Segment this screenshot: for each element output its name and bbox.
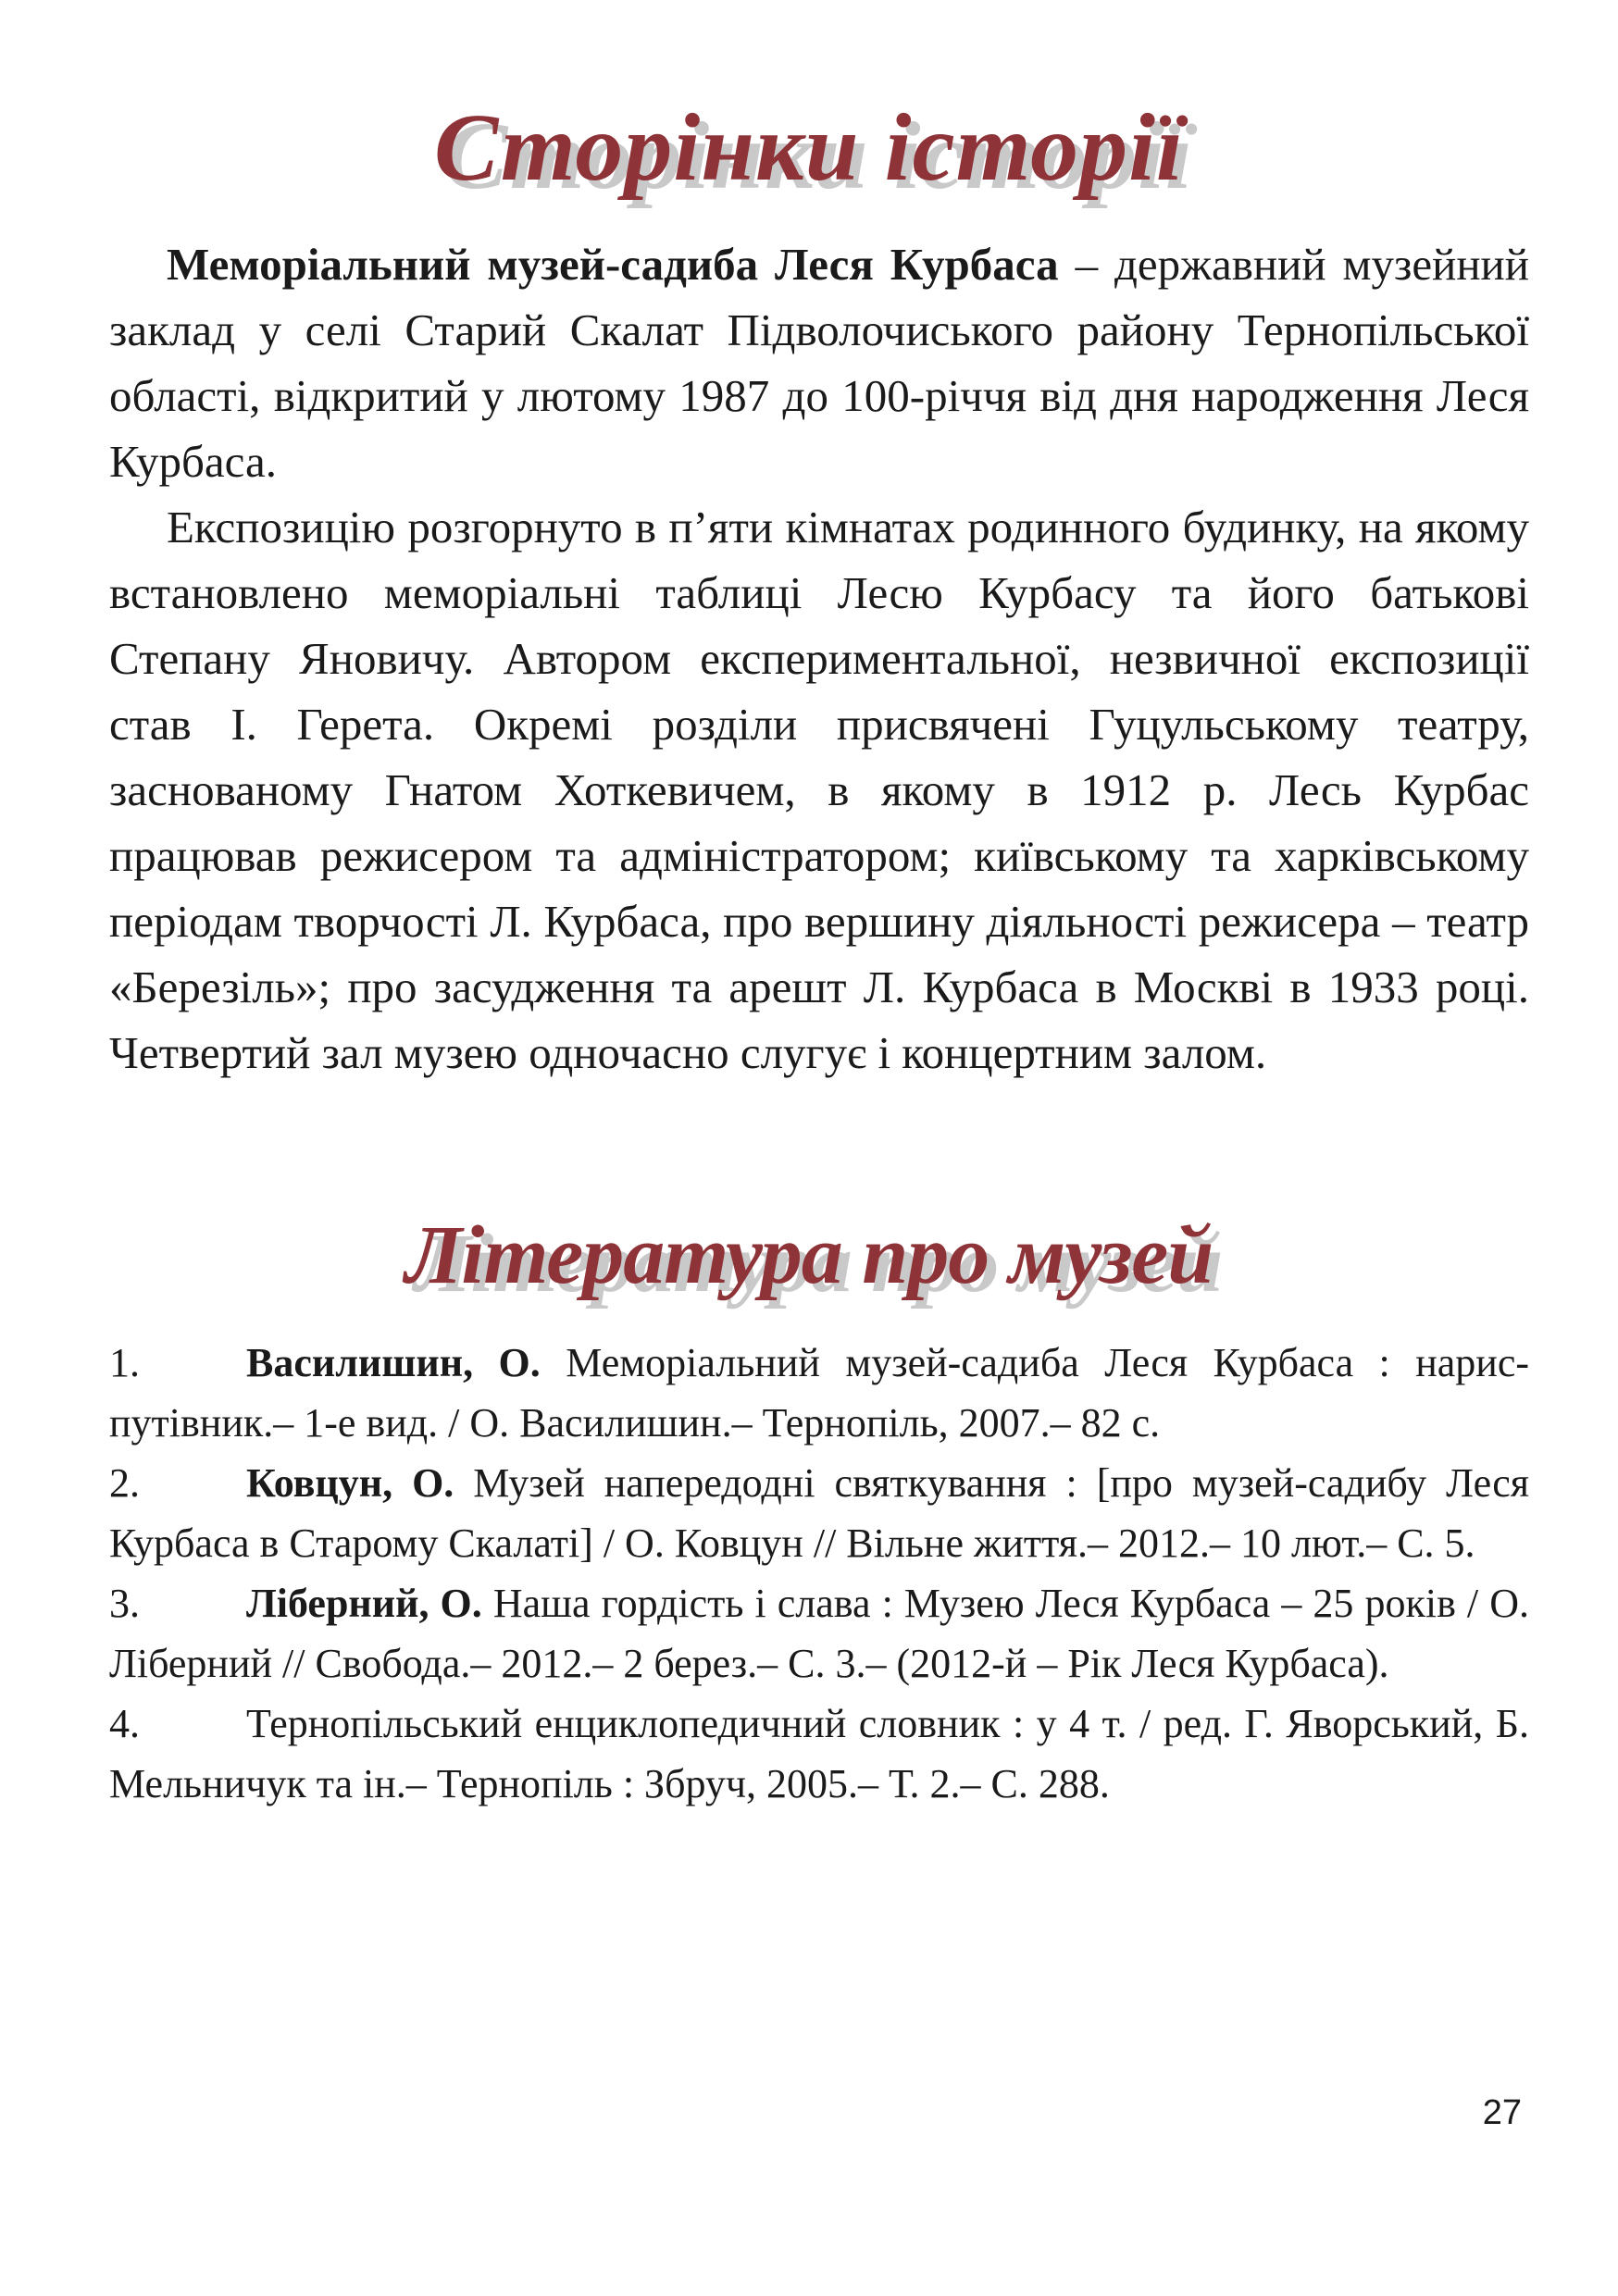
reference-text: Музей напередодні святкування : [про музей-садибу Леся Курбаса в Старому Скалаті] / О. Ковцун // Вільне життя.– 2012.– 10 лют.– С. 5. (109, 1460, 1529, 1566)
reference-number: 2. (109, 1460, 140, 1506)
reference-item (109, 1333, 1529, 1453)
reference-item (109, 1453, 1529, 1573)
reference-author: Василишин, О. (246, 1340, 541, 1385)
reference-text: Меморіальний музей-садиба Леся Курбаса : нарис-путівник.– 1-е вид. / О. Василишин.– Тернопіль, 2007.– 82 с. (109, 1340, 1529, 1446)
paragraph-exposition-text: Експозицію розгорнуто в п’яти кімнатах родинного будинку, на якому встановлено меморіальні таблиці Лесю Курбасу та його батькові Степану Яновичу. Автором експериментальної, незвичної експозиції став І. Герета. Окремі розділи присвячені Гуцульському театру, заснованому Гнатом Хоткевичем, в якому в 1912 р. Лесь Курбас працював режисером та адміністратором; київському та харківському періодам творчості Л. Курбаса, про вершину діяльності режисера – театр «Березіль»; про засудження та арешт Л. Курбаса в Москві в 1933 році. Четвертий зал музею одночасно слугує і концертним залом. (109, 502, 1529, 1078)
reference-text: Наша гордість і слава : Музею Леся Курбаса – 25 років / О. Ліберний // Свобода.– 2012.– 2 берез.– С. 3.– (2012-й – Рік Леся Курбаса). (109, 1581, 1529, 1686)
reference-author: Ліберний, О. (246, 1581, 482, 1626)
reference-author: Ковцун, О. (246, 1460, 454, 1506)
reference-number: 1. (109, 1340, 140, 1385)
paragraph-exposition (109, 494, 1529, 1086)
reference-list (109, 1333, 1529, 1814)
section-heading-literature: Література про музей (404, 1210, 1214, 1301)
reference-item (109, 1694, 1529, 1814)
paragraph-intro (109, 231, 1529, 494)
page-number: 27 (1482, 2093, 1522, 2132)
museum-name-bold: Меморіальний музей-садиба Леся Курбаса (167, 239, 1059, 290)
history-body (109, 231, 1529, 1086)
reference-item (109, 1573, 1529, 1694)
section-heading-history: Сторінки історії (434, 94, 1184, 201)
reference-text: Тернопільський енциклопедичний словник : у 4 т. / ред. Г. Яворський, Б. Мельничук та ін.– Тернопіль : Збруч, 2005.– Т. 2.– С. 288. (109, 1701, 1529, 1806)
reference-number: 3. (109, 1581, 140, 1626)
reference-number: 4. (109, 1701, 140, 1746)
paragraph-intro-text: – державний музейний заклад у селі Старий Скалат Підволочиського району Тернопільської області, відкритий у лютому 1987 до 100-річчя від дня народження Леся Курбаса. (109, 239, 1529, 487)
